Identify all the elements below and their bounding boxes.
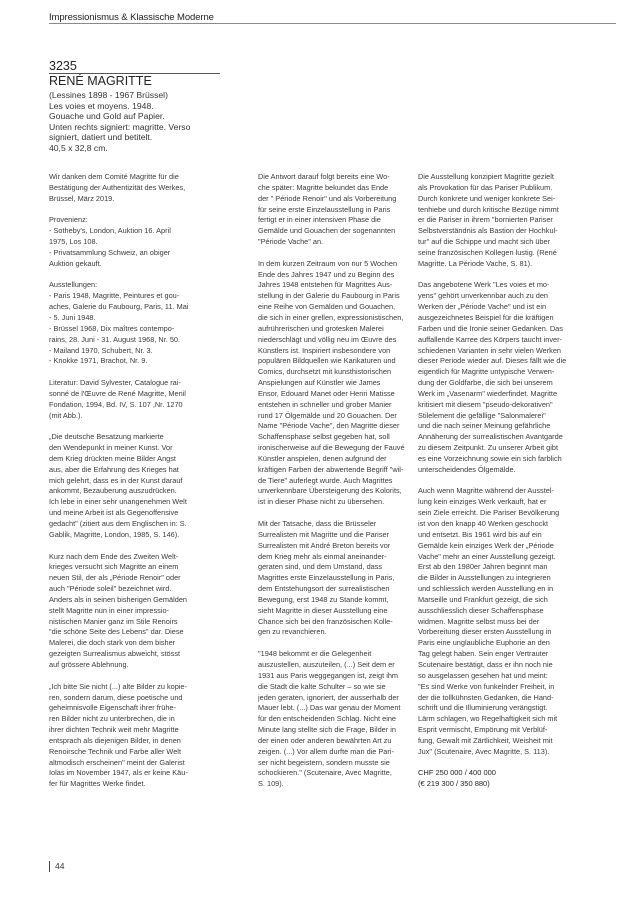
- text-line: eigentlich für Magritte untypische Verwen-: [418, 367, 555, 377]
- text-line: ist in dieser Phase nicht zu übersehen.: [258, 497, 385, 507]
- text-line: populären Bildquellen wie Karikaturen und: [258, 356, 396, 366]
- text-line: mich gelehrt, dass es in der Kunst darauf: [49, 475, 183, 485]
- text-line: dem Krieg mehr als einmal aneinander-: [258, 551, 387, 561]
- text-line: dem Krieg drückten meine Bilder Angst: [49, 453, 176, 463]
- text-line: ren, sondern darum, diese poetische und: [49, 692, 183, 702]
- text-line: niederschlägt und völlig neu im Œuvre des: [258, 334, 397, 344]
- text-line: Iolas im November 1947, als er keine Käu-: [49, 768, 188, 778]
- artwork-details: [49, 90, 220, 154]
- text-line: In dem kurzen Zeitraum von nur 5 Wochen: [258, 258, 398, 268]
- text-line: CHF 250 000 / 400 000: [418, 768, 496, 778]
- text-line: Bewegung, erst 1948 zu Stande kommt,: [258, 594, 389, 604]
- text-line: 1975, Los 108.: [49, 237, 98, 247]
- text-line: yens" gehört unverkennbar auch zu den: [418, 291, 548, 301]
- text-line: lung kein einziges Werk verkauft, hat er: [418, 497, 547, 507]
- header-divider: [49, 23, 616, 24]
- paragraph: [258, 519, 429, 638]
- text-line: S. 109).: [258, 779, 284, 789]
- text-line: Jahres 1948 entstehen für Magrittes Aus-: [258, 280, 393, 290]
- text-line: Literatur: David Sylvester, Catalogue rai-: [49, 378, 181, 388]
- text-line: Die Antwort darauf folgt bereits eine Wo-: [258, 172, 390, 181]
- text-line: Erst ab den 1980er Jahren beginnt man: [418, 562, 548, 572]
- text-line: aufrührerischen und grotesken Malerei: [258, 323, 384, 333]
- text-line: Jux" (Scutenaire, Avec Magritte, S. 113).: [418, 746, 550, 756]
- text-line: kritisiert mit diesem "pseudo-dekorativen": [418, 399, 553, 409]
- text-line: ihrer dichten Technik weit mehr Magritte: [49, 725, 179, 735]
- text-line: auffallende Karree des Körpers taucht inver-: [418, 334, 562, 344]
- text-line: für den entscheidenden Schlag. Nicht eine: [258, 714, 396, 724]
- text-line: Ich lebe in einer sehr unangenehmen Welt: [49, 497, 187, 507]
- text-line: die Bilder in Ausstellungen zu integrieren: [418, 573, 551, 583]
- text-line: Vache" mehr an einer Ausstellung gezeigt.: [418, 551, 556, 561]
- text-line: zeigen. (...) Vor allem durfte man die Pari-: [258, 746, 394, 756]
- price-estimate: [418, 768, 589, 790]
- text-line: - Knokke 1971, Brachot, Nr. 9.: [49, 356, 148, 366]
- text-line: für seine erste Einzelausstellung in Paris: [258, 204, 391, 214]
- text-line: dung der Goldfarbe, die sich bei unserem: [418, 378, 553, 388]
- text-line: tur" auf die Schippe und macht sich über: [418, 237, 551, 247]
- text-line: so ausgelassen gesehen hat und meint:: [418, 670, 548, 680]
- text-line: dem Entstehungsort der surrealistischen: [258, 584, 390, 594]
- text-line: Das angebotene Werk "Les voies et mo-: [418, 280, 550, 290]
- text-line: sein Ziele erreicht. Die Pariser Bevölkerung: [418, 508, 560, 518]
- text-line: dieser Periode wieder auf. Dieses fällt wie die: [418, 356, 567, 366]
- text-line: Chance sich bei den französischen Kolle-: [258, 616, 393, 626]
- artist-name: RENÉ MAGRITTE: [49, 74, 152, 88]
- text-line: Ausstellungen:: [49, 280, 98, 290]
- text-line: tenhiebe und durch kritische Bezüge nimmt: [418, 204, 559, 214]
- text-line: und schliesslich werden Ausstellung en in: [418, 584, 554, 594]
- text-line: "Période Vache" an.: [258, 237, 324, 247]
- paragraph: [49, 378, 220, 421]
- text-line: als Provokation für das Pariser Publikum.: [418, 182, 553, 192]
- text-line: jeden geraten, ignoriert, der ausserhalb der: [258, 692, 399, 702]
- page-number: 44: [55, 861, 65, 871]
- text-line: und entsetzt. Bis 1961 wird bis auf ein: [418, 529, 542, 539]
- text-line: seine französischen Kollegen lustig. (René: [418, 247, 557, 257]
- text-line: geraten sind, und dem Umstand, dass: [258, 562, 383, 572]
- text-line: Tag gelegt haben. Sein enger Vertrauter: [418, 649, 549, 659]
- text-line: entstehen in schneller und grober Manier: [258, 399, 392, 409]
- text-line: "1948 bekommt er die Gelegenheit: [258, 649, 372, 659]
- text-line: Lärm schlagen, wo Regelhaftigkeit sich mit: [418, 714, 558, 724]
- text-line: zu diesem Zeitpunkt. Zu unserer Arbeit gibt: [418, 443, 559, 453]
- lot-number: 3235: [49, 59, 77, 73]
- text-line: ausgezeichnetes Beispiel für die kräftigen: [418, 312, 554, 322]
- text-line: Gemälde und Gouachen der sogenannten: [258, 226, 396, 236]
- paragraph: [49, 682, 220, 790]
- text-line: der die tollkühnsten Gedanken, die Hand-: [418, 692, 554, 702]
- text-line: rains, 28. Juni - 31. August 1968, Nr. 50.: [49, 334, 181, 344]
- text-line: geheimnisvolle Eigenschaft ihrer frühe-: [49, 703, 176, 713]
- text-line: gedacht" (zitiert aus dem Englischen in: S.: [49, 519, 187, 528]
- text-line: gen zu revanchieren.: [258, 627, 327, 637]
- text-line: "Es sind Werke von funkelnder Freiheit, in: [418, 681, 555, 691]
- text-line: Mauer lebt. (...) Das war genau der Moment: [258, 703, 401, 713]
- text-line: Ensor, Edouard Manet oder Henri Matisse: [258, 388, 395, 398]
- text-line: Kurz nach dem Ende des Zweiten Welt-: [49, 551, 179, 561]
- text-line: entsprach als diejenigen Bilder, in denen: [49, 735, 181, 745]
- text-line: stellt Magritte nun in einer impressio-: [49, 605, 169, 615]
- text-line: - Paris 1948, Magritte, Peintures et gou-: [49, 291, 180, 301]
- text-line: Werken der „Période Vache" und ist ein: [418, 302, 547, 312]
- text-line: schockieren." (Scutenaire, Avec Magritte,: [258, 768, 392, 778]
- text-line: Anspielungen auf Künstler wie James: [258, 378, 381, 388]
- text-line: fer für Magrittes Werke findet.: [49, 779, 146, 789]
- artwork-signature-cont: signiert, datiert und betitelt.: [49, 132, 153, 143]
- text-line: - Brüssel 1968, Dix maîtres contempo-: [49, 323, 175, 333]
- text-line: Fondation, 1994, Bd. IV, S. 107 ,Nr. 1270: [49, 399, 183, 409]
- text-line: schiedenen Varianten in sehr vielen Werken: [418, 345, 562, 355]
- text-line: Renoirsche Technik und Farbe aller Welt: [49, 746, 181, 756]
- text-line: stellung in der Galerie du Faubourg in Paris: [258, 291, 400, 301]
- text-line: die sich in einer grellen, expressionistischen,: [258, 312, 404, 322]
- text-line: Marseille und Frankfurt gezeigt, die sich: [418, 594, 548, 604]
- text-line: Auch wenn Magritte während der Ausstel-: [418, 486, 554, 496]
- text-line: Durch konkrete und weniger konkrete Sei-: [418, 193, 556, 203]
- text-line: kräftigen Farben der abwertende Begriff "wil-: [258, 464, 404, 474]
- text-line: Gablik, Magritte, London, 1985, S. 146).: [49, 529, 180, 539]
- text-line: „Die deutsche Besatzung markierte: [49, 432, 164, 442]
- text-line: Brüssel, März 2019.: [49, 193, 115, 203]
- text-line: Comics, durchsetzt mit kunsthistorischen: [258, 367, 392, 377]
- text-line: 1931 aus Paris weggegangen ist, zeigt ihm: [258, 670, 399, 680]
- text-line: Minute lang stellte sich die Frage, Bilder in: [258, 725, 396, 735]
- text-line: Schaffensphase selbst gegeben hat, soll: [258, 432, 390, 442]
- text-line: Künstlers ist. Inspiriert insbesondere von: [258, 345, 391, 355]
- text-line: - Privatsammlung Schweiz, an obiger: [49, 247, 171, 257]
- text-line: und die nach seiner Meinung gefährliche: [418, 421, 551, 431]
- text-line: Ende des Jahres 1947 und zu Beginn des: [258, 269, 395, 279]
- text-line: der einen oder anderen bewährten Art zu: [258, 735, 392, 745]
- text-line: Selbstverständnis als Bastion der Hochkul-: [418, 226, 558, 236]
- text-line: ist von den knapp 40 Werken geschockt: [418, 519, 549, 528]
- text-line: Die Ausstellung konzipiert Magritte gezielt: [418, 172, 554, 181]
- artist-lifespan: (Lessines 1898 - 1967 Brüssel): [49, 90, 168, 100]
- paragraph: [49, 432, 220, 540]
- text-line: Vorbereitung dieser ersten Ausstellung in: [418, 627, 552, 637]
- text-line: fertigt er in einer intensiven Phase die: [258, 215, 381, 225]
- text-line: der " Période Renoir" und als Vorbereitung: [258, 193, 397, 203]
- text-line: Scutenaire bestätigt, dass er ihn noch nie: [418, 659, 553, 669]
- text-line: schrift und die Illuminierung verängstigt.: [418, 703, 548, 713]
- artwork-signature: Unten rechts signiert: magritte. Verso: [49, 121, 191, 132]
- text-line: de Tiere" auferlegt wurde. Auch Magrittes: [258, 475, 393, 485]
- text-line: Malerei, die doch stark von dem bisher: [49, 638, 176, 648]
- text-line: Surrealisten mit André Breton bereits vor: [258, 540, 391, 550]
- text-line: ren Bilder nicht zu unterbrechen, die in: [49, 714, 175, 724]
- paragraph: [49, 552, 220, 671]
- text-line: Stilelement die gefällige "Salonmalerei": [418, 410, 546, 420]
- artwork-medium: Gouache und Gold auf Papier.: [49, 111, 165, 122]
- text-line: Künstler anspielen, denen aufgrund der: [258, 453, 387, 463]
- paragraph: [258, 259, 429, 508]
- text-line: aches, Galerie du Faubourg, Paris, 11. Mai: [49, 302, 189, 312]
- text-line: Provenienz:: [49, 215, 88, 225]
- text-line: Paris eine unglaubliche Euphorie an den: [418, 638, 550, 648]
- text-line: die Stadt die kalte Schulter – so wie sie: [258, 681, 386, 691]
- text-line: es eine Vorzeichnung sowie ein sich farblich: [418, 453, 562, 463]
- text-line: Auktion gekauft.: [49, 258, 102, 268]
- text-line: Gemälde kein einziges Werk der „Période: [418, 540, 554, 550]
- footer-divider: [49, 861, 50, 872]
- text-line: fung, Gewalt mit Zärtlichkeit, Weisheit mit: [418, 735, 553, 745]
- text-column-2: [258, 172, 429, 801]
- paragraph: [49, 215, 220, 269]
- text-line: aus, aber die Erfahrung des Krieges hat: [49, 464, 179, 474]
- text-line: eine Reihe von Gemälden und Gouachen,: [258, 302, 396, 312]
- text-line: Name "Période Vache", den Magritte dieser: [258, 421, 400, 431]
- text-line: Anders als in seinen bisherigen Gemälden: [49, 594, 187, 604]
- paragraph: [418, 280, 589, 475]
- text-line: Mit der Tatsache, dass die Brüsseler: [258, 519, 377, 528]
- text-line: krieges versucht sich Magritte an einem: [49, 562, 179, 572]
- paragraph: [258, 649, 429, 790]
- text-line: - Sotheby's, London, Auktion 16. April: [49, 226, 171, 236]
- text-line: Wir danken dem Comité Magritte für die: [49, 172, 179, 181]
- paragraph: [258, 172, 429, 248]
- text-column-3: [418, 172, 589, 801]
- text-line: - Mailand 1970, Schubert, Nr. 3.: [49, 345, 153, 355]
- section-title: Impressionismus & Klassische Moderne: [49, 12, 214, 23]
- text-line: den Wendepunkt in meiner Kunst. Vor: [49, 443, 173, 453]
- text-line: ser nicht begeistern, sondern musste sie: [258, 757, 390, 767]
- text-line: sonné de l'Œuvre de René Magritte, Menil: [49, 388, 186, 398]
- text-line: Esprit vermischt, Empörung mit Verblüf-: [418, 725, 548, 735]
- text-line: Surrealisten mit Magritte und die Pariser: [258, 529, 390, 539]
- text-column-1: [49, 172, 220, 801]
- text-line: Bestätigung der Authentizität des Werkes,: [49, 182, 186, 192]
- text-line: er die Pariser in ihrem "bornierten Pariser: [418, 215, 553, 225]
- text-line: Werk im „Vasenarm" wiederfindet. Magritte: [418, 388, 558, 398]
- text-line: ausschliesslich dieser Schaffensphase: [418, 605, 544, 615]
- text-line: widmen. Magritte selbst muss bei der: [418, 616, 540, 626]
- paragraph: [49, 280, 220, 367]
- text-line: Magrittes erste Einzelausstellung in Paris,: [258, 573, 395, 583]
- text-line: Magritte. La Période Vache, S. 81).: [418, 258, 533, 268]
- paragraph: [49, 172, 220, 205]
- text-line: „Ich bitte Sie nicht (...) alte Bilder zu kopie-: [49, 681, 187, 691]
- text-line: sieht Magritte in dieser Ausstellung eine: [258, 605, 388, 615]
- text-line: Annäherung der surrealistischen Avantgarde: [418, 432, 563, 442]
- text-line: unverkennbare Übersteigerung des Kolorits,: [258, 486, 402, 496]
- text-line: rund 17 Ölgemälde und 20 Gouachen. Der: [258, 410, 397, 420]
- text-line: neuen Stil, der als „Période Renoir" oder: [49, 573, 181, 583]
- artwork-title: Les voies et moyens. 1948.: [49, 100, 154, 111]
- text-line: "die schöne Seite des Lebens" dar. Diese: [49, 627, 184, 637]
- artwork-dimensions: 40,5 x 32,8 cm.: [49, 142, 108, 153]
- text-line: - 5. Juni 1948.: [49, 312, 96, 322]
- text-line: Farben und die Ironie seiner Gedanken. Das: [418, 323, 563, 333]
- text-line: und meine Arbeit ist als Gegenoffensive: [49, 508, 179, 518]
- text-line: (mit Abb.).: [49, 410, 83, 420]
- text-line: auszustellen, auszuteilen, (...) Seit dem er: [258, 659, 395, 669]
- text-line: che später: Magritte bekundet das Ende: [258, 182, 389, 192]
- text-line: altmodisch erscheinen" meint der Galerist: [49, 757, 185, 767]
- text-line: nistischen Manier ganz im Stile Renoirs: [49, 616, 178, 626]
- text-line: ankommt, Bezauberung auszudrücken.: [49, 486, 177, 496]
- text-line: (€ 219 300 / 350 880): [418, 779, 490, 789]
- text-line: unterscheidendes Ölgemälde.: [418, 464, 516, 474]
- paragraph: [418, 172, 589, 270]
- text-line: ironischerweise auf die Bewegung der Fauvé: [258, 443, 405, 453]
- text-line: auf grössere Ablehnung.: [49, 659, 129, 669]
- text-line: auch "Période soleil" bezeichnet wird.: [49, 584, 172, 594]
- paragraph: [418, 486, 589, 757]
- text-line: gezeigten Surrealismus abweicht, stösst: [49, 649, 181, 659]
